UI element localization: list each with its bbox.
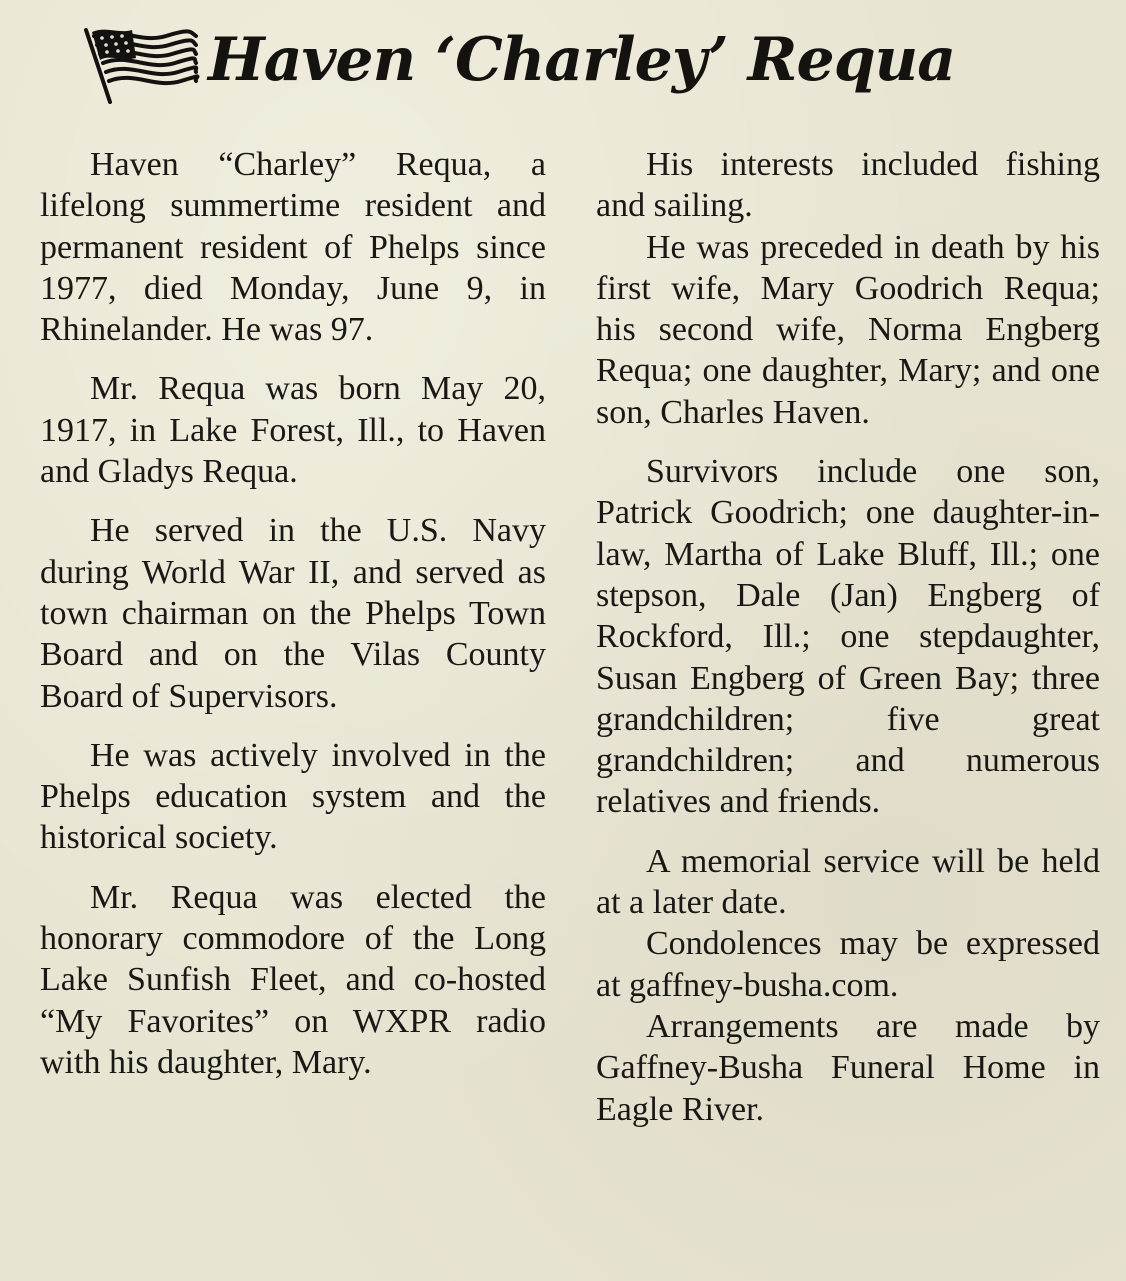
paragraph-interests: His interests included fishing and sailing. xyxy=(596,146,1100,225)
paragraph-survivors: Survivors include one son, Patrick Goodrich; one daughter-in-law, Martha of Lake Bluff, Ill.; one stepson, Dale (Jan) Engberg of Rockford, Ill.; one stepdaughter, Susan Engberg of Green Bay; three grandchildren; five great grandchildren; and numerous relatives and friends. xyxy=(596,453,1100,821)
paragraph-commodore: Mr. Requa was elected the honorary commodore of the Long Lake Sunfish Fleet, and co-hosted “My Favorites” on WXPR radio with his daughter, Mary. xyxy=(40,878,546,1081)
right-column xyxy=(596,144,1100,1130)
american-flag-icon xyxy=(80,24,200,104)
paragraph-education: He was actively involved in the Phelps education system and the historical society. xyxy=(40,736,546,857)
paragraph-arrangements: Arrangements are made by Gaffney-Busha Funeral Home in Eagle River. xyxy=(596,1007,1100,1128)
paragraph-birth: Mr. Requa was born May 20, 1917, in Lake Forest, Ill., to Haven and Gladys Requa. xyxy=(40,370,546,491)
paragraph-death-notice: Haven “Charley” Requa, a lifelong summertime resident and permanent resident of Phelps since 1977, died Monday, June 9, in Rhinelander. He was 97. xyxy=(40,146,546,349)
obituary-headline: Haven ‘Charley’ Requa xyxy=(208,25,956,95)
paragraph-preceded: He was preceded in death by his first wife, Mary Goodrich Requa; his second wife, Norma Engberg Requa; one daughter, Mary; and one son, Charles Haven. xyxy=(596,228,1100,431)
left-column xyxy=(40,144,546,1083)
paragraph-service: He served in the U.S. Navy during World War II, and served as town chairman on the Phelps Town Board and on the Vilas County Board of Supervisors. xyxy=(40,512,546,715)
paragraph-condolences: Condolences may be expressed at gaffney-busha.com. xyxy=(596,925,1100,1004)
paragraph-memorial: A memorial service will be held at a later date. xyxy=(596,842,1100,922)
obituary-header xyxy=(70,14,1070,114)
